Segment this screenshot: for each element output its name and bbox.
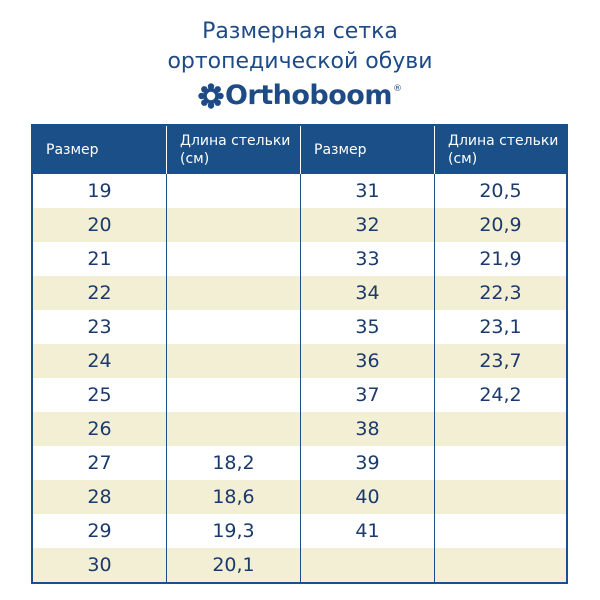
size-cell: 35 <box>301 310 435 344</box>
size-cell: 27 <box>33 446 167 480</box>
size-cell: 24 <box>33 344 167 378</box>
table-row <box>33 242 566 276</box>
insole-length-cell <box>167 412 301 446</box>
insole-length-cell <box>167 174 301 208</box>
insole-length-cell <box>435 514 566 548</box>
insole-length-cell: 19,3 <box>167 514 301 548</box>
insole-length-cell: 20,1 <box>167 548 301 582</box>
size-cell: 32 <box>301 208 435 242</box>
insole-length-cell: 21,9 <box>479 248 522 270</box>
insole-length-cell <box>167 378 301 412</box>
size-cell: 30 <box>33 548 167 582</box>
insole-length-cell: 20,9 <box>479 214 522 236</box>
header-size-1: Размер <box>33 126 167 174</box>
insole-length-cell: 23,7 <box>479 350 522 372</box>
header-insole-length-2: Длина стельки (см) <box>448 133 559 167</box>
insole-length-cell: 20,5 <box>479 180 522 202</box>
table-row <box>33 310 566 344</box>
size-cell: 33 <box>301 242 435 276</box>
insole-length-cell <box>435 446 566 480</box>
table-header-row <box>33 126 566 174</box>
size-cell: 37 <box>301 378 435 412</box>
insole-length-cell <box>167 344 301 378</box>
insole-length-cell: 22,3 <box>479 282 522 304</box>
brand-logo <box>0 80 600 111</box>
table-row <box>33 412 566 446</box>
insole-length-cell <box>435 412 566 446</box>
insole-length-cell: 18,2 <box>167 446 301 480</box>
size-cell: 22 <box>33 276 167 310</box>
star-flower-icon <box>198 83 224 109</box>
table-row <box>33 208 566 242</box>
size-cell: 39 <box>301 446 435 480</box>
insole-length-cell: 23,1 <box>479 316 522 338</box>
size-cell: 36 <box>301 344 435 378</box>
table-row <box>33 174 566 208</box>
size-cell: 25 <box>33 378 167 412</box>
page-title-line1: Размерная сетка <box>202 19 398 44</box>
insole-length-cell <box>167 276 301 310</box>
size-cell: 34 <box>301 276 435 310</box>
table-row <box>33 514 566 548</box>
size-cell: 29 <box>33 514 167 548</box>
size-cell: 19 <box>33 174 167 208</box>
insole-length-cell: 24,2 <box>479 384 522 406</box>
size-cell <box>301 548 435 582</box>
table-body <box>33 174 566 582</box>
registered-mark: ® <box>393 84 402 94</box>
insole-length-cell <box>167 310 301 344</box>
size-chart-table <box>31 124 568 584</box>
size-cell: 28 <box>33 480 167 514</box>
insole-length-cell <box>167 242 301 276</box>
size-cell: 26 <box>33 412 167 446</box>
size-cell: 20 <box>33 208 167 242</box>
brand-name: Orthoboom <box>224 80 392 111</box>
size-cell: 21 <box>33 242 167 276</box>
header-insole-length-1: Длина стельки (см) <box>167 126 301 174</box>
insole-length-cell <box>435 480 566 514</box>
table-row <box>33 344 566 378</box>
size-cell: 38 <box>301 412 435 446</box>
size-cell: 41 <box>301 514 435 548</box>
header-size-2: Размер <box>301 126 435 174</box>
table-row <box>33 276 566 310</box>
table-row <box>33 378 566 412</box>
size-cell: 23 <box>33 310 167 344</box>
table-row <box>33 446 566 480</box>
size-cell: 31 <box>301 174 435 208</box>
table-row <box>33 480 566 514</box>
insole-length-cell: 18,6 <box>167 480 301 514</box>
insole-length-cell <box>167 208 301 242</box>
page-title-line2: ортопедической обуви <box>167 49 433 74</box>
size-cell: 40 <box>301 480 435 514</box>
insole-length-cell <box>435 548 566 582</box>
table-row <box>33 548 566 582</box>
